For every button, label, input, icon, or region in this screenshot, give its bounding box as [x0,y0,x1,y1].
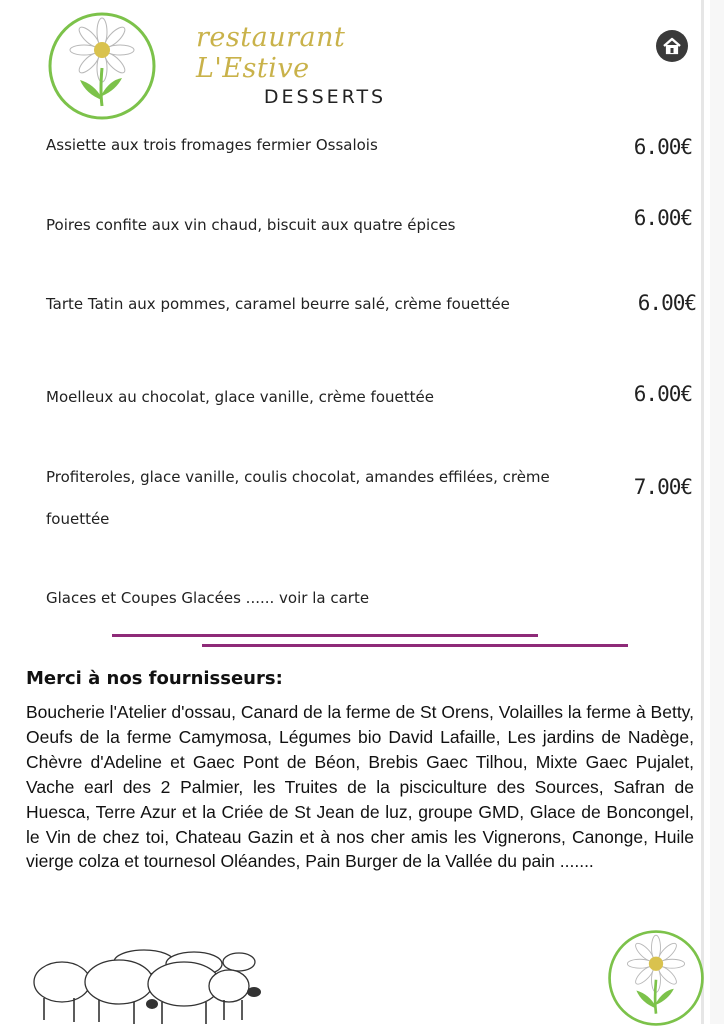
divider-line [112,634,538,637]
page-edge-line [701,0,704,1024]
menu-item: Profiteroles, glace vanille, coulis chocolat, amandes effilées, crème fouettée [46,468,550,528]
divider-line [202,644,628,647]
edelweiss-logo-icon [46,10,158,122]
home-icon [656,30,688,62]
page-edge-shade [710,0,724,1024]
page-title: DESSERTS [263,86,387,108]
menu-item-price: 6.00€ [633,382,692,406]
home-button[interactable] [656,30,688,62]
menu-item-price: 7.00€ [633,475,692,499]
restaurant-brand: restaurant L'Estive [196,22,346,84]
suppliers-heading: Merci à nos fournisseurs: [26,668,283,689]
menu-item-price: 6.00€ [633,135,692,159]
suppliers-text: Boucherie l'Atelier d'ossau, Canard de la ferme de St Orens, Volailles la ferme à Betty, Oeufs de la ferme Camymosa, Légumes bio David Lafaille, Les jardins de Nadège, Chèvre d'Adeline et Gaec Pont de Béon, Brebis Gaec Tilhou, Mixte Gaec Pujalet, Vache earl des 2 Palmier, les Truites de la pisciculture des Sources, Safran de Huesca, Terre Azur et la Criée de St Jean de luz, groupe GMD, Glace de Boncongel, le Vin de chez toi, Chateau Gazin et à nos cher amis les Vignerons, Canonge, Huile vierge colza et tournesol Oléandes, Pain Burger de la Vallée du pain ....... [26,702,694,872]
edelweiss-logo-icon [606,928,706,1028]
menu-item: Moelleux au chocolat, glace vanille, crème fouettée [46,388,434,406]
menu-item-price: 6.00€ [637,291,696,315]
menu-item: Glaces et Coupes Glacées ...... voir la carte [46,589,370,607]
menu-item: Tarte Tatin aux pommes, caramel beurre salé, crème fouettée [46,295,510,313]
menu-item: Assiette aux trois fromages fermier Ossalois [46,136,378,154]
menu-item: Poires confite aux vin chaud, biscuit aux quatre épices [46,216,456,234]
sheep-flock-icon [24,940,264,1024]
menu-item-price: 6.00€ [633,206,692,230]
